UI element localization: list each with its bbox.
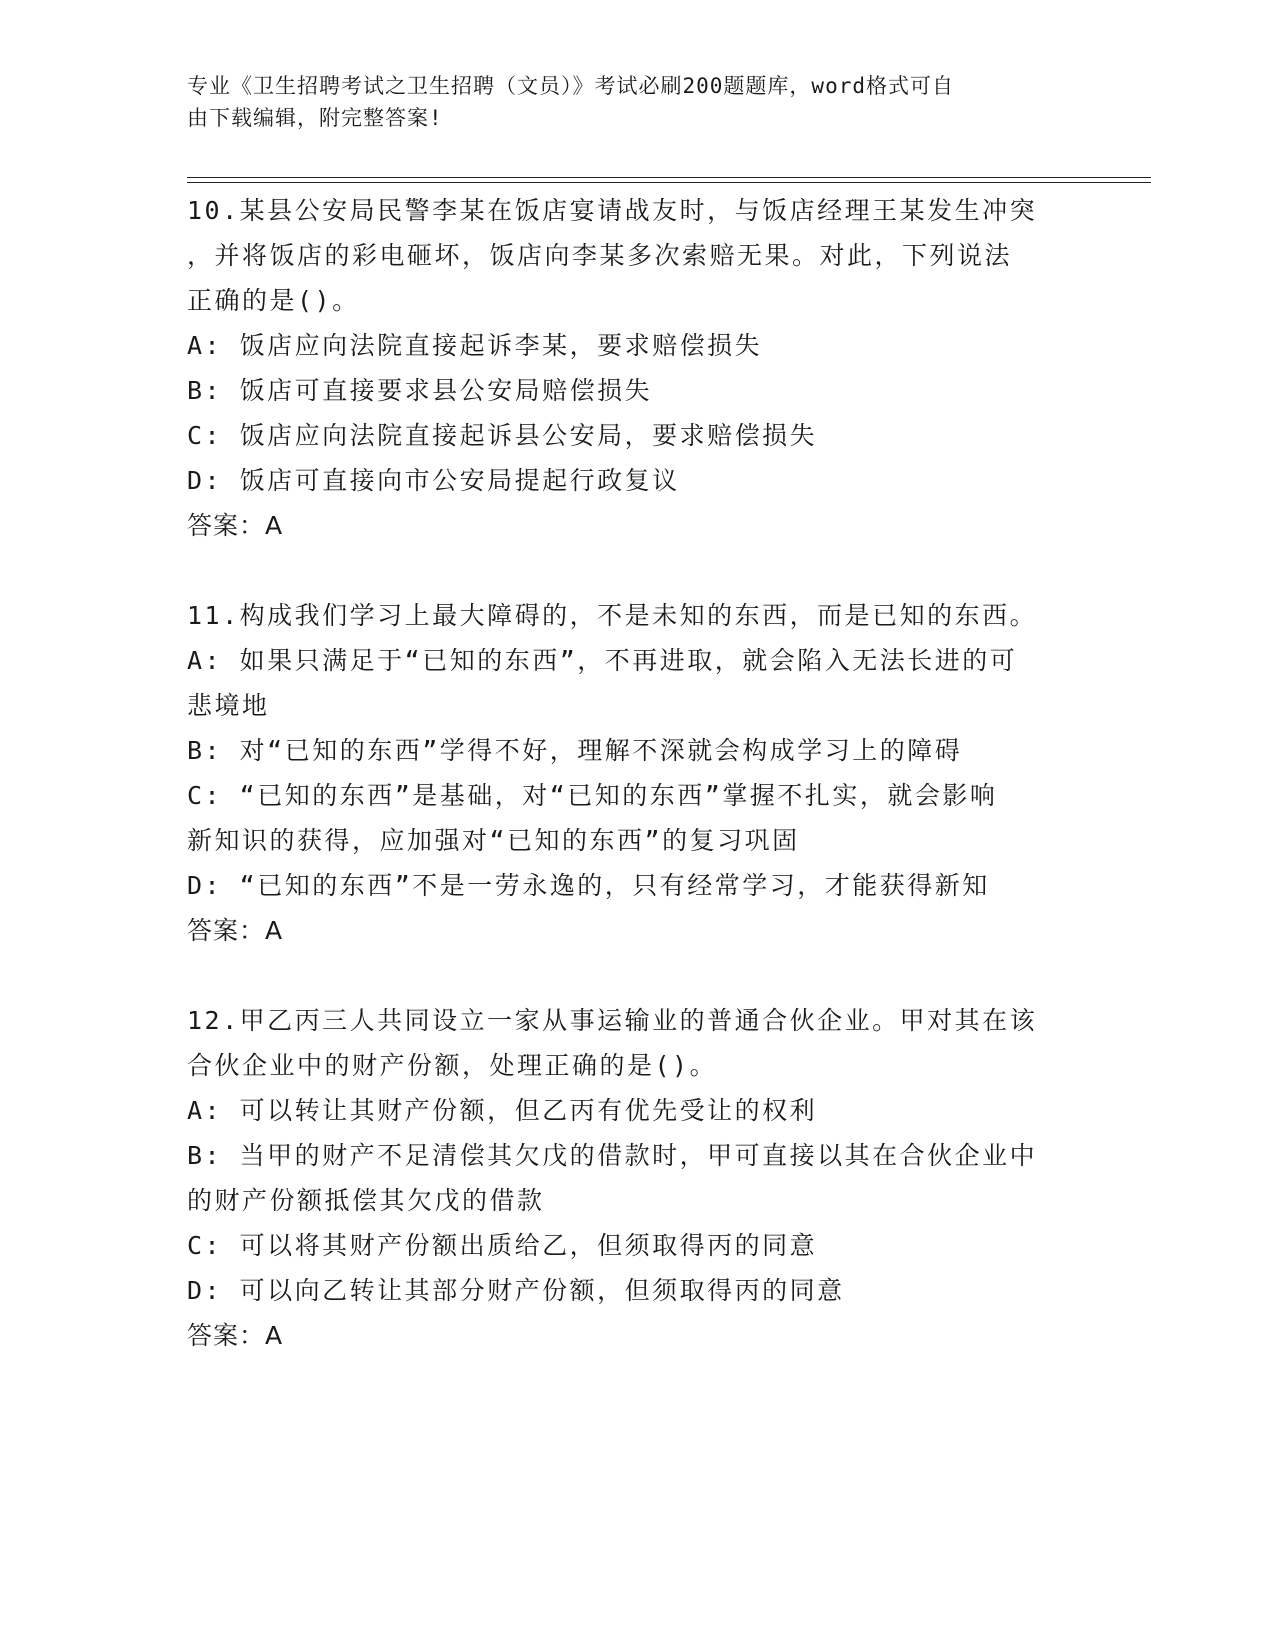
- answer: 答案：A: [187, 511, 284, 540]
- option-a: A: 如果只满足于“已知的东西”，不再进取，就会陷入无法长进的可: [187, 646, 1018, 675]
- question-12: [187, 998, 1087, 1358]
- option-a: A: 可以转让其财产份额，但乙丙有优先受让的权利: [187, 1096, 818, 1125]
- option-c: C: “已知的东西”是基础，对“已知的东西”掌握不扎实，就会影响: [187, 781, 998, 810]
- answer: 答案：A: [187, 1321, 284, 1350]
- option-b: B: 对“已知的东西”学得不好，理解不深就会构成学习上的障碍: [187, 736, 963, 765]
- option-b: B: 饭店可直接要求县公安局赔偿损失: [187, 376, 653, 405]
- option-c-continued: 新知识的获得，应加强对“已知的东西”的复习巩固: [187, 826, 800, 855]
- question-11: [187, 593, 1087, 953]
- question-stem-line: 11.构成我们学习上最大障碍的，不是未知的东西，而是已知的东西。: [187, 601, 1038, 630]
- option-b-continued: 的财产份额抵偿其欠戊的借款: [187, 1186, 545, 1215]
- header-line-2: 由下载编辑，附完整答案!: [187, 106, 443, 130]
- question-stem-line: 10.某县公安局民警李某在饭店宴请战友时，与饭店经理王某发生冲突: [187, 196, 1038, 225]
- option-c: C: 可以将其财产份额出质给乙，但须取得丙的同意: [187, 1231, 818, 1260]
- question-stem-line: 正确的是()。: [187, 286, 360, 315]
- header-divider-top: [187, 177, 1151, 178]
- question-stem-line: ，并将饭店的彩电砸坏，饭店向李某多次索赔无果。对此，下列说法: [187, 241, 1013, 270]
- option-c: C: 饭店应向法院直接起诉县公安局，要求赔偿损失: [187, 421, 818, 450]
- document-header: [187, 70, 1067, 134]
- option-a-continued: 悲境地: [187, 691, 270, 720]
- question-list: [187, 188, 1087, 1403]
- option-b: B: 当甲的财产不足清偿其欠戊的借款时，甲可直接以其在合伙企业中: [187, 1141, 1038, 1170]
- option-d: D: “已知的东西”不是一劳永逸的，只有经常学习，才能获得新知: [187, 871, 990, 900]
- header-line-1: 专业《卫生招聘考试之卫生招聘（文员）》考试必刷200题题库，word格式可自: [187, 74, 954, 98]
- question-10: [187, 188, 1087, 548]
- header-divider-bottom: [187, 182, 1151, 183]
- option-d: D: 饭店可直接向市公安局提起行政复议: [187, 466, 680, 495]
- question-stem-line: 合伙企业中的财产份额，处理正确的是()。: [187, 1051, 718, 1080]
- answer: 答案：A: [187, 916, 284, 945]
- option-d: D: 可以向乙转让其部分财产份额，但须取得丙的同意: [187, 1276, 845, 1305]
- option-a: A: 饭店应向法院直接起诉李某，要求赔偿损失: [187, 331, 763, 360]
- question-stem-line: 12.甲乙丙三人共同设立一家从事运输业的普通合伙企业。甲对其在该: [187, 1006, 1038, 1035]
